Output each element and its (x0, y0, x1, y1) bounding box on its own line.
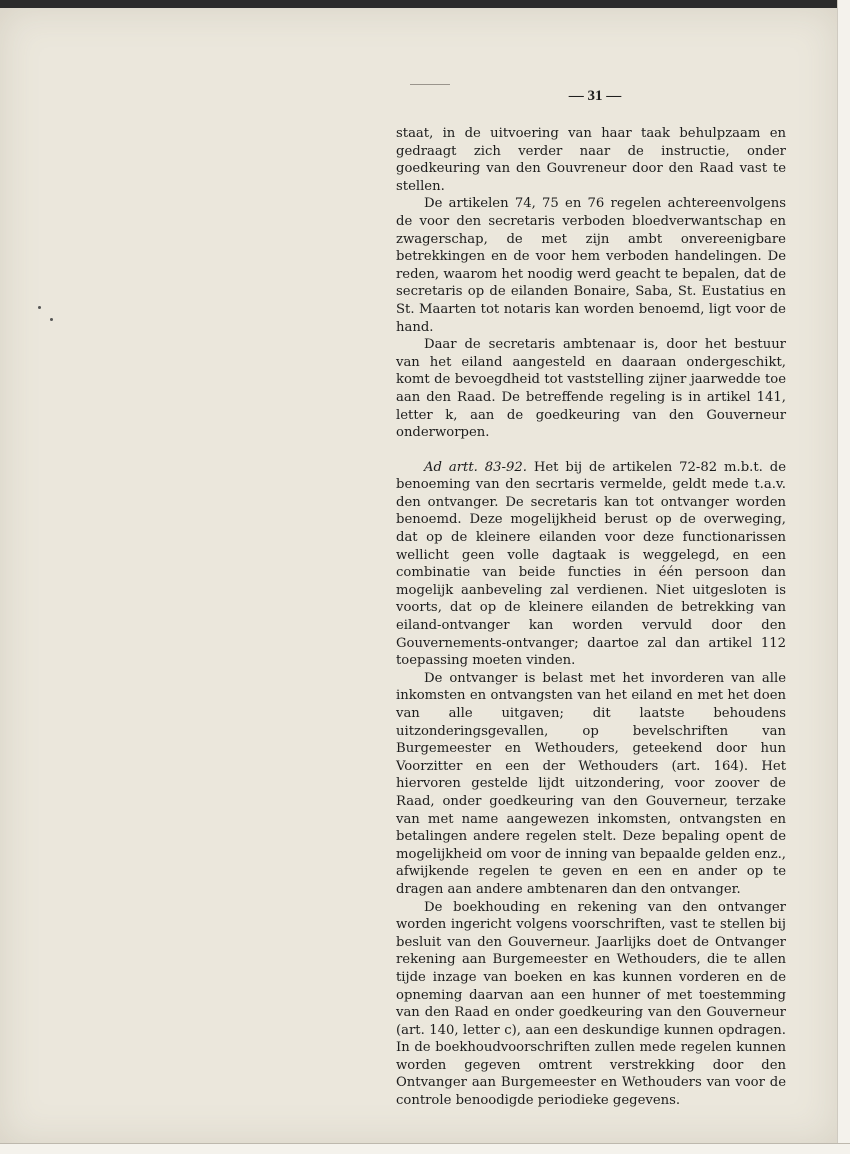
margin-speck (50, 318, 53, 321)
paragraph-5: De ontvanger is belast met het invorderen van alle inkomsten en ontvangsten van het eiland en met het doen van alle uitgaven; dit laatste behoudens uitzonderingsgevallen, op bevelschriften van Burgemeester en Wethouders, geteekend door hun Voorzitter en een der Wethouders (art. 164). Het hiervoren gestelde lijdt uitzondering, voor zoover de Raad, onder goedkeuring van den Gouverneur, terzake van met name aangewezen inkomsten, ontvangsten en betalingen andere regelen stelt. Deze bepaling opent de mogelijkheid om voor de inning van bepaalde gelden enz., afwijkende regelen te geven en een en ander op te dragen aan andere ambtenaren dan den ontvanger. (396, 670, 786, 897)
margin-speck (38, 306, 41, 309)
paragraph-6: De boekhouding en rekening van den ontvanger worden ingericht volgens voorschriften, vast te stellen bij besluit van den Gouverneur. Jaarlijks doet de Ontvanger rekening aan Burgemeester en Wethouders, die te allen tijde inzage van boeken en kas kunnen vorderen en de opneming daarvan aan een hunner of met toestemming van den Raad en onder goedkeuring van den Gouverneur (art. 140, letter c), aan een deskundige kunnen opdragen. In de boekhoudvoorschriften zullen mede regelen kunnen worden gegeven omtrent verstrekking door den Ontvanger aan Burgemeester en Wethouders van voor de controle benoodigde periodieke gegevens. (396, 899, 786, 1109)
paragraph-4-text: Het bij de artikelen 72-82 m.b.t. de benoeming van den secrtaris vermelde, geldt mede t.a.v. den ontvanger. De secretaris kan tot ontvanger worden benoemd. Deze mogelijkheid berust op de overweging, dat op de kleinere eilanden voor deze functionarissen wellicht geen volle dagtaak is weggelegd, en een combinatie van beide functies in één persoon dan mogelijk aanbeveling zal verdienen. Niet uitgesloten is voorts, dat op de kleinere eilanden de betrekking van eiland-ontvanger kan worden vervuld door den Gouvernements-ontvanger; daartoe zal dan artikel 112 toepassing moeten vinden. (396, 459, 786, 669)
page-right-edge (837, 0, 850, 1154)
header-rule (410, 84, 450, 85)
paragraph-2: De artikelen 74, 75 en 76 regelen achtereenvolgens de voor den secretaris verboden bloedverwantschap en zwagerschap, de met zijn ambt onvereenigbare betrekkingen en de voor hem verboden handelingen. De reden, waarom het noodig werd geacht te bepalen, dat de secretaris op de eilanden Bonaire, Saba, St. Eustatius en St. Maarten tot notaris kan worden benoemd, ligt voor de hand. (396, 196, 786, 335)
paragraph-3: Daar de secretaris ambtenaar is, door het bestuur van het eiland aangesteld en daaraan ondergeschikt, komt de bevoegdheid tot vaststelling zijner jaarwedde toe aan den Raad. De betreffende regeling is in artikel 141, letter k, aan de goedkeuring van den Gouverneur onderworpen. (396, 337, 786, 441)
page-bottom-edge (0, 1143, 850, 1154)
section-heading: Ad artt. 83-92. (424, 459, 527, 475)
paragraph-1: staat, in de uitvoering van haar taak behulpzaam en gedraagt zich verder naar de instructie, onder goedkeuring van den Gouvreneur door den Raad vast te stellen. (396, 126, 786, 194)
paragraph-4 (396, 459, 786, 670)
text-column (396, 125, 786, 1110)
page-number: — 31 — (568, 88, 622, 104)
